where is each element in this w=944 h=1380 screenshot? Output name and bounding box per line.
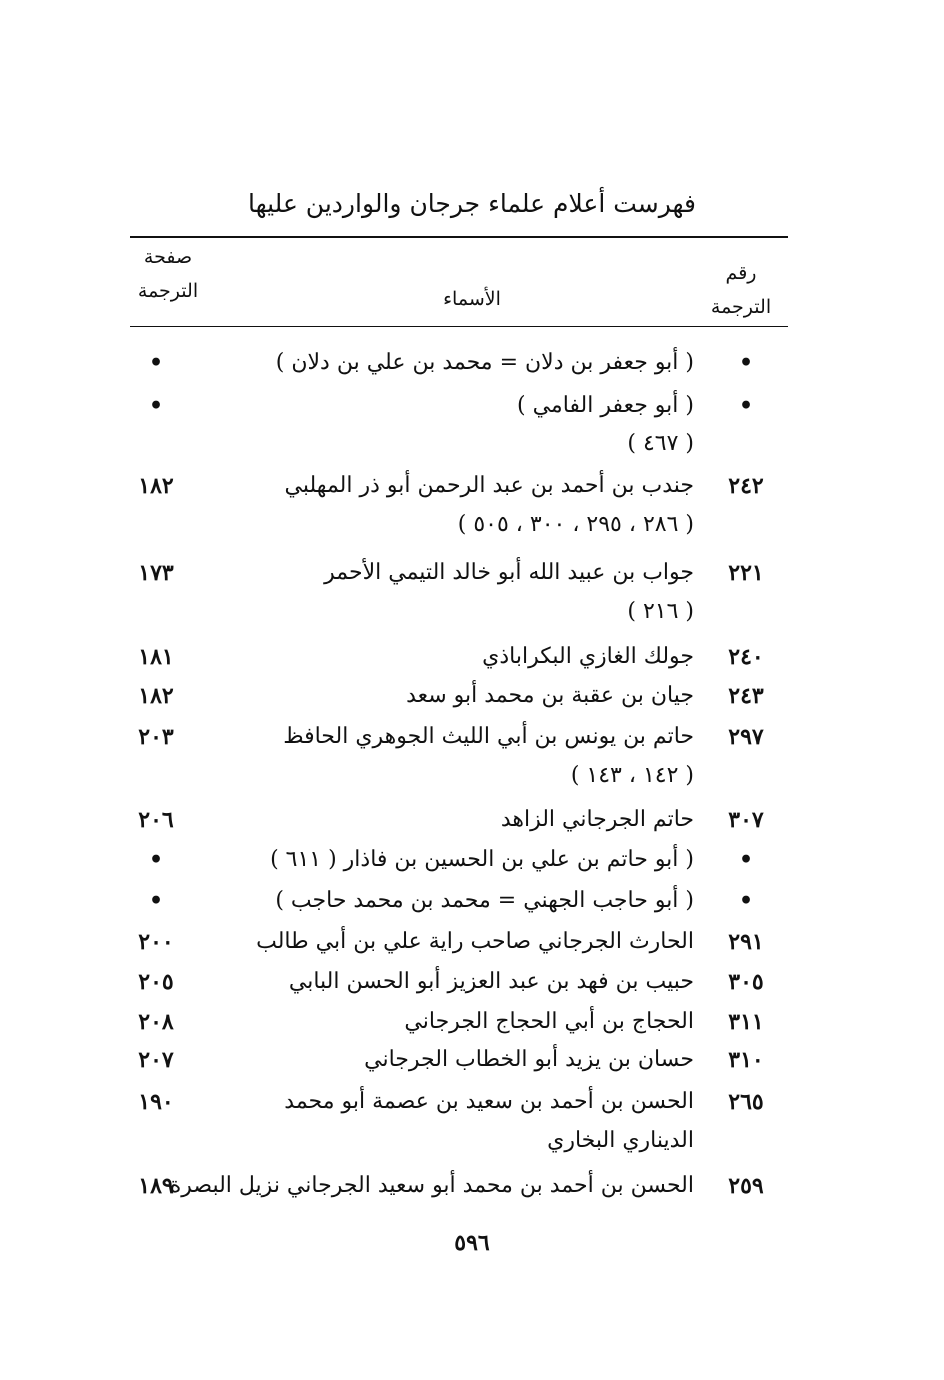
entry-name: جيان بن عقبة بن محمد أبو سعد [406, 683, 694, 708]
entry-number: ٢٤٢ [728, 473, 764, 499]
entry-name: ( أبو حاجب الجهني = محمد بن محمد حاجب ) [275, 888, 694, 913]
entry-page: ٢٠٨ [138, 1009, 174, 1035]
entry-page: ١٨١ [138, 644, 174, 670]
index-row [0, 922, 944, 962]
entry-number: ٢٤٠ [728, 644, 764, 670]
entry-name: ( ٢١٦ ) [627, 599, 694, 624]
entry-name: حاتم بن يونس بن أبي الليث الجوهري الحافظ [283, 724, 694, 749]
header-page-line2: الترجمة [137, 280, 199, 302]
index-row [0, 800, 944, 840]
entry-name: ( أبو حاتم بن علي بن الحسين بن فاذار ( ٦١١ ) [270, 847, 694, 872]
entry-page: • [148, 350, 164, 376]
entry-name: الحسن بن أحمد بن محمد أبو سعيد الجرجاني نزيل البصرة [169, 1173, 694, 1198]
index-row [0, 717, 944, 757]
entry-page: ٢٠٦ [138, 807, 174, 833]
index-row [0, 676, 944, 716]
entry-page: ٢٠٣ [138, 724, 174, 750]
entry-number: • [738, 847, 754, 873]
entry-name: جواب بن عبيد الله أبو خالد التيمي الأحمر [324, 560, 694, 585]
index-row [0, 881, 944, 921]
entry-name: ( أبو جعفر بن دلان = محمد بن علي بن دلان ) [275, 350, 694, 375]
header-entry-number-line2: الترجمة [710, 296, 772, 318]
index-row [0, 1040, 944, 1080]
entry-name: جولك الغازي البكراباذي [482, 644, 694, 669]
index-row [0, 1121, 944, 1161]
index-row [0, 1002, 944, 1042]
entry-page: ٢٠٥ [138, 969, 174, 995]
page-number: ٥٩٦ [454, 1230, 490, 1256]
index-row [0, 343, 944, 383]
entry-number: • [738, 393, 754, 419]
entry-number: • [738, 888, 754, 914]
page-title: فهرست أعلام علماء جرجان والواردين عليها [247, 189, 697, 218]
index-row [0, 592, 944, 632]
index-row [0, 962, 944, 1002]
entry-name: الحارث الجرجاني صاحب راية علي بن أبي طالب [256, 929, 694, 954]
header-names: الأسماء [443, 288, 501, 310]
index-row [0, 553, 944, 593]
entry-page: ١٨٩ [138, 1173, 174, 1199]
index-row [0, 1082, 944, 1122]
entry-number: ٢٢١ [728, 560, 764, 586]
entry-name: حسان بن يزيد أبو الخطاب الجرجاني [364, 1047, 694, 1072]
index-row [0, 840, 944, 880]
entry-page: ١٧٣ [138, 560, 174, 586]
entry-number: • [738, 350, 754, 376]
index-row [0, 424, 944, 464]
entry-name: ( ٤٦٧ ) [627, 431, 694, 456]
entry-number: ٢٩١ [728, 929, 764, 955]
index-row [0, 466, 944, 506]
index-row [0, 1166, 944, 1206]
entry-name: الحجاج بن أبي الحجاج الجرجاني [404, 1009, 694, 1034]
entry-number: ٣٠٧ [728, 807, 764, 833]
entry-name: حبيب بن فهد بن عبد العزيز أبو الحسن البابي [288, 969, 694, 994]
entry-number: ٣١١ [728, 1009, 764, 1035]
entry-name: ( ١٤٢ ، ١٤٣ ) [570, 763, 694, 788]
index-row [0, 756, 944, 796]
entry-page: ١٨٢ [138, 683, 174, 709]
entry-name: الديناري البخاري [547, 1128, 694, 1153]
entry-page: ١٩٠ [138, 1089, 174, 1115]
entry-number: ٣٠٥ [728, 969, 764, 995]
index-row [0, 386, 944, 426]
entry-number: ٣١٠ [728, 1047, 764, 1073]
entry-name: حاتم الجرجاني الزاهد [500, 807, 694, 832]
entry-page: • [148, 393, 164, 419]
entry-name: ( أبو جعفر الفامي ) [517, 393, 694, 418]
entry-name: ( ٢٨٦ ، ٢٩٥ ، ٣٠٠ ، ٥٠٥ ) [457, 512, 694, 537]
header-page-line1: صفحة [143, 246, 193, 268]
entry-page: • [148, 847, 164, 873]
header-entry-number-line1: رقم [725, 262, 757, 284]
entry-number: ٢٥٩ [728, 1173, 764, 1199]
entry-number: ٢٤٣ [728, 683, 764, 709]
entry-page: ٢٠٠ [138, 929, 174, 955]
entry-name: الحسن بن أحمد بن سعيد بن عصمة أبو محمد [284, 1089, 694, 1114]
entry-name: جندب بن أحمد بن عبد الرحمن أبو ذر المهلبي [284, 473, 694, 498]
index-row [0, 637, 944, 677]
entry-page: • [148, 888, 164, 914]
entry-number: ٢٩٧ [728, 724, 764, 750]
index-row [0, 505, 944, 545]
entry-page: ١٨٢ [138, 473, 174, 499]
entry-number: ٢٦٥ [728, 1089, 764, 1115]
entry-page: ٢٠٧ [138, 1047, 174, 1073]
